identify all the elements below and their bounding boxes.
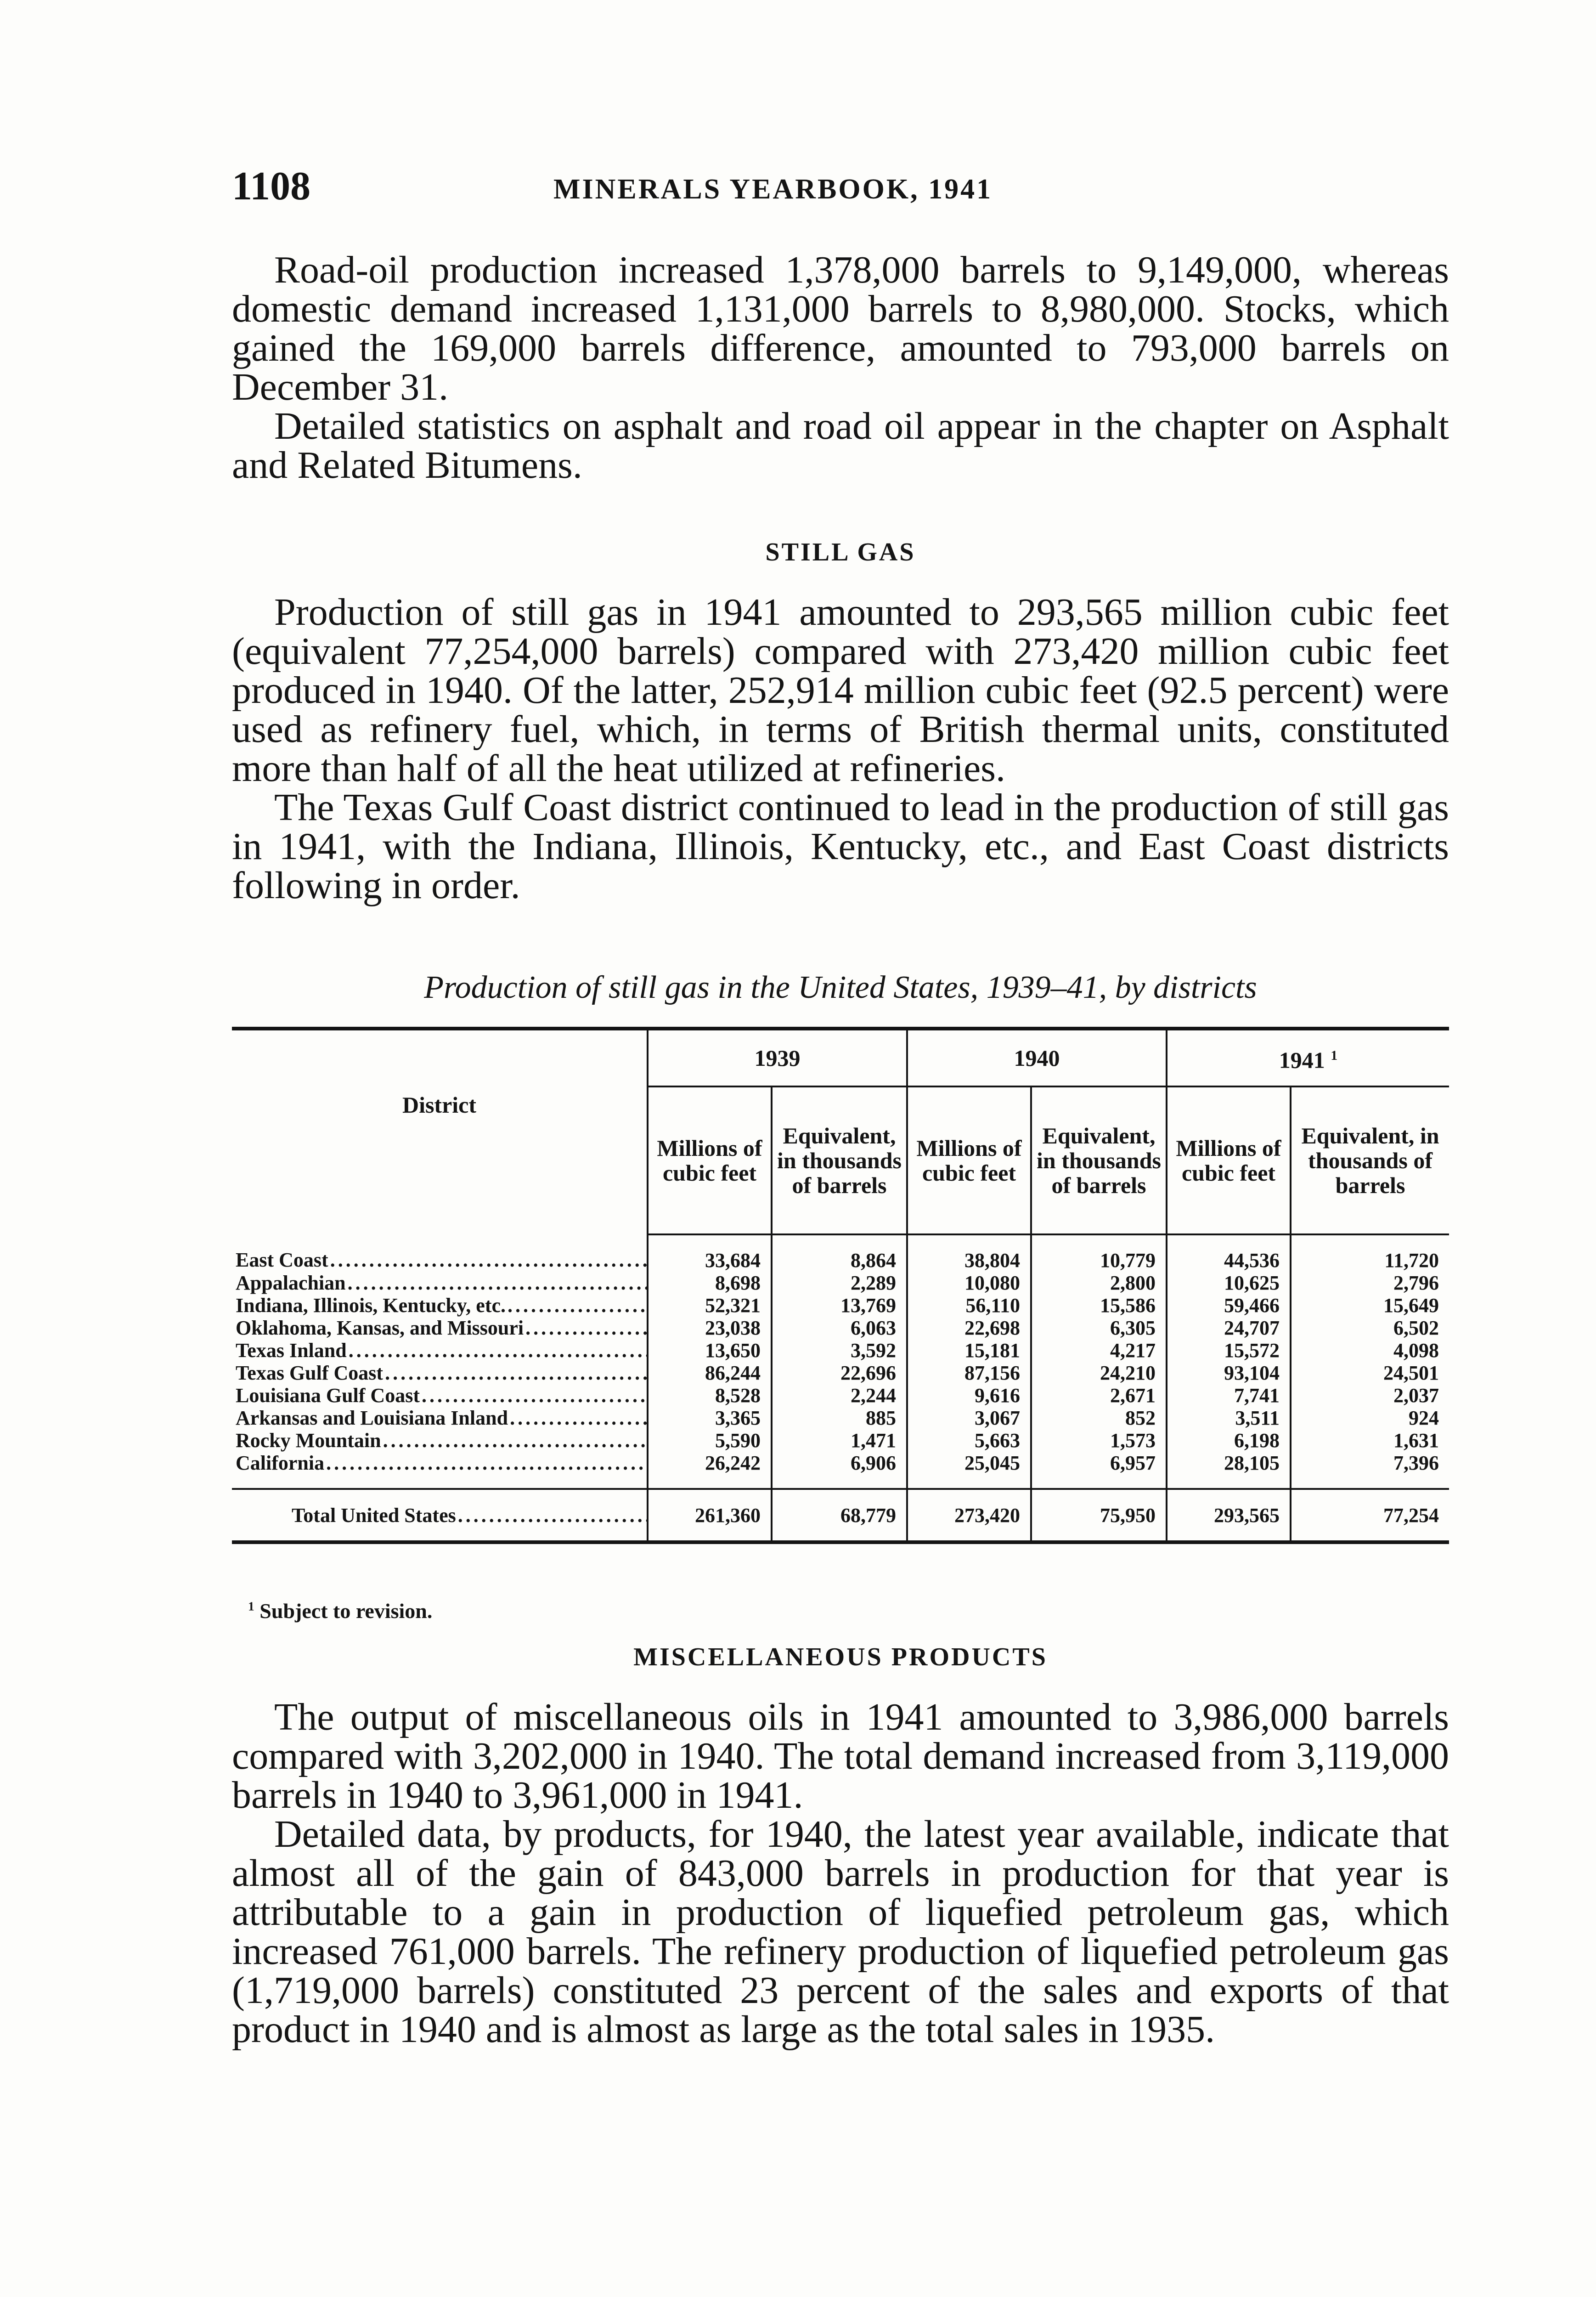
value-cell: 52,321 bbox=[648, 1294, 772, 1317]
value-cell: 9,616 bbox=[907, 1384, 1031, 1407]
total-value-cell: 77,254 bbox=[1291, 1489, 1449, 1542]
district-cell: Appalachian ..... bbox=[232, 1272, 648, 1294]
year-header: 1941 $^1$ bbox=[1167, 1029, 1449, 1086]
value-cell: 44,536 bbox=[1167, 1234, 1291, 1272]
table-footnote bbox=[248, 1599, 432, 1623]
district-cell: California ..... bbox=[232, 1452, 648, 1489]
total-value-cell: 75,950 bbox=[1031, 1489, 1167, 1542]
value-cell: 24,210 bbox=[1031, 1362, 1167, 1384]
data-table bbox=[232, 1027, 1449, 1544]
value-cell: 15,649 bbox=[1291, 1294, 1449, 1317]
value-cell: 3,592 bbox=[772, 1339, 907, 1362]
value-cell: 86,244 bbox=[648, 1362, 772, 1384]
value-cell: 10,080 bbox=[907, 1272, 1031, 1294]
value-cell: 10,779 bbox=[1031, 1234, 1167, 1272]
footnote-ref: 1 bbox=[1331, 1048, 1338, 1064]
value-cell: 33,684 bbox=[648, 1234, 772, 1272]
still-gas-heading-block bbox=[232, 537, 1449, 567]
paragraph: The output of miscellaneous oils in 1941 amounted to 3,986,000 barrels compared with 3,202,000 in 1940. The total demand increased from 3,119,000 barrels in 1940 to 3,961,000 in 1941. bbox=[232, 1696, 1449, 1816]
value-cell: 15,586 bbox=[1031, 1294, 1167, 1317]
district-cell: Louisiana Gulf Coast ..... bbox=[232, 1384, 648, 1407]
value-cell: 24,707 bbox=[1167, 1317, 1291, 1339]
table-row bbox=[232, 1407, 1449, 1429]
intro-section bbox=[232, 250, 1449, 485]
value-cell: 22,698 bbox=[907, 1317, 1031, 1339]
value-cell: 15,181 bbox=[907, 1339, 1031, 1362]
table-caption: Production of still gas in the United States, 1939–41, by districts bbox=[424, 970, 1257, 1005]
value-cell: 1,573 bbox=[1031, 1429, 1167, 1452]
value-cell: 3,067 bbox=[907, 1407, 1031, 1429]
table-row bbox=[232, 1384, 1449, 1407]
total-value-cell: 273,420 bbox=[907, 1489, 1031, 1542]
paragraph: Road-oil production increased 1,378,000 barrels to 9,149,000, whereas domestic demand increased 1,131,000 barrels to 8,980,000. Stocks, which gained the 169,000 barrels difference, amounted to 793,000 barrels on December 31. bbox=[232, 249, 1449, 408]
value-cell: 56,110 bbox=[907, 1294, 1031, 1317]
value-cell: 13,650 bbox=[648, 1339, 772, 1362]
value-cell: 5,590 bbox=[648, 1429, 772, 1452]
table-row bbox=[232, 1452, 1449, 1489]
value-cell: 2,796 bbox=[1291, 1272, 1449, 1294]
running-head bbox=[232, 163, 1449, 218]
value-cell: 38,804 bbox=[907, 1234, 1031, 1272]
table-row bbox=[232, 1272, 1449, 1294]
value-cell: 2,671 bbox=[1031, 1384, 1167, 1407]
value-cell: 8,864 bbox=[772, 1234, 907, 1272]
value-cell: 6,957 bbox=[1031, 1452, 1167, 1489]
still-gas-table bbox=[232, 1027, 1449, 1544]
value-cell: 3,365 bbox=[648, 1407, 772, 1429]
value-cell: 4,217 bbox=[1031, 1339, 1167, 1362]
table-caption-block bbox=[232, 969, 1449, 1006]
value-cell: 6,305 bbox=[1031, 1317, 1167, 1339]
total-value-cell: 293,565 bbox=[1167, 1489, 1291, 1542]
section-heading: STILL GAS bbox=[765, 538, 916, 566]
paragraph: Detailed statistics on asphalt and road oil appear in the chapter on Asphalt and Related Bitumens. bbox=[232, 405, 1449, 487]
page-number: 1108 bbox=[232, 164, 311, 209]
value-cell: 852 bbox=[1031, 1407, 1167, 1429]
value-cell: 24,501 bbox=[1291, 1362, 1449, 1384]
value-cell: 23,038 bbox=[648, 1317, 772, 1339]
value-cell: 10,625 bbox=[1167, 1272, 1291, 1294]
column-header-barrels: Equivalent, in thousands of barrels bbox=[1291, 1086, 1449, 1234]
value-cell: 1,631 bbox=[1291, 1429, 1449, 1452]
value-cell: 2,037 bbox=[1291, 1384, 1449, 1407]
column-header-cubic-feet: Millions of cubic feet bbox=[907, 1086, 1031, 1234]
paragraph: The Texas Gulf Coast district continued to lead in the production of still gas in 1941, with the Indiana, Illinois, Kentucky, etc., and East Coast districts following in order. bbox=[232, 786, 1449, 907]
district-cell: Indiana, Illinois, Kentucky, etc. ..... bbox=[232, 1294, 648, 1317]
value-cell: 28,105 bbox=[1167, 1452, 1291, 1489]
district-header: District bbox=[232, 1029, 648, 1234]
district-cell: Rocky Mountain ..... bbox=[232, 1429, 648, 1452]
value-cell: 885 bbox=[772, 1407, 907, 1429]
value-cell: 8,528 bbox=[648, 1384, 772, 1407]
value-cell: 6,198 bbox=[1167, 1429, 1291, 1452]
value-cell: 26,242 bbox=[648, 1452, 772, 1489]
value-cell: 6,906 bbox=[772, 1452, 907, 1489]
district-cell: Texas Gulf Coast ..... bbox=[232, 1362, 648, 1384]
value-cell: 15,572 bbox=[1167, 1339, 1291, 1362]
value-cell: 93,104 bbox=[1167, 1362, 1291, 1384]
misc-section bbox=[232, 1697, 1449, 2049]
value-cell: 6,502 bbox=[1291, 1317, 1449, 1339]
table-row bbox=[232, 1234, 1449, 1272]
value-cell: 4,098 bbox=[1291, 1339, 1449, 1362]
year-header: 1940 bbox=[907, 1029, 1167, 1086]
district-cell: Texas Inland ..... bbox=[232, 1339, 648, 1362]
table-row bbox=[232, 1362, 1449, 1384]
column-header-barrels: Equivalent, in thousands of barrels bbox=[772, 1086, 907, 1234]
footnote-mark: 1 bbox=[248, 1599, 254, 1613]
total-label: Total United States ..... bbox=[232, 1489, 648, 1542]
value-cell: 7,396 bbox=[1291, 1452, 1449, 1489]
value-cell: 2,244 bbox=[772, 1384, 907, 1407]
column-header-cubic-feet: Millions of cubic feet bbox=[648, 1086, 772, 1234]
district-cell: East Coast ..... bbox=[232, 1234, 648, 1272]
table-row bbox=[232, 1317, 1449, 1339]
district-cell: Oklahoma, Kansas, and Missouri ..... bbox=[232, 1317, 648, 1339]
year-header: 1939 bbox=[648, 1029, 907, 1086]
value-cell: 3,511 bbox=[1167, 1407, 1291, 1429]
value-cell: 25,045 bbox=[907, 1452, 1031, 1489]
value-cell: 5,663 bbox=[907, 1429, 1031, 1452]
column-header-barrels: Equivalent, in thousands of barrels bbox=[1031, 1086, 1167, 1234]
paragraph: Production of still gas in 1941 amounted to 293,565 million cubic feet (equivalent 77,254,000 barrels) compared with 273,420 million cubic feet produced in 1940. Of the latter, 252,914 million cubic feet (92.5 percent) were used as refinery fuel, which, in terms of British thermal units, constituted more than half of all the heat utilized at refineries. bbox=[232, 591, 1449, 790]
misc-heading-block bbox=[232, 1642, 1449, 1672]
value-cell: 1,471 bbox=[772, 1429, 907, 1452]
table-row bbox=[232, 1294, 1449, 1317]
footnote-text: Subject to revision. bbox=[259, 1599, 433, 1623]
district-cell: Arkansas and Louisiana Inland ..... bbox=[232, 1407, 648, 1429]
value-cell: 8,698 bbox=[648, 1272, 772, 1294]
total-value-cell: 261,360 bbox=[648, 1489, 772, 1542]
table-row bbox=[232, 1339, 1449, 1362]
total-value-cell: 68,779 bbox=[772, 1489, 907, 1542]
total-row bbox=[232, 1489, 1449, 1542]
value-cell: 7,741 bbox=[1167, 1384, 1291, 1407]
running-title: MINERALS YEARBOOK, 1941 bbox=[553, 174, 993, 205]
value-cell: 22,696 bbox=[772, 1362, 907, 1384]
value-cell: 6,063 bbox=[772, 1317, 907, 1339]
section-heading: MISCELLANEOUS PRODUCTS bbox=[633, 1643, 1048, 1671]
paragraph: Detailed data, by products, for 1940, the latest year available, indicate that almost all of the gain of 843,000 barrels in production for that year is attributable to a gain in production of liquefied petroleum gas, which increased 761,000 barrels. The refinery production of liquefied petroleum gas (1,719,000 barrels) constituted 23 percent of the sales and exports of that product in 1940 and is almost as large as the total sales in 1935. bbox=[232, 1813, 1449, 2051]
value-cell: 13,769 bbox=[772, 1294, 907, 1317]
value-cell: 2,289 bbox=[772, 1272, 907, 1294]
value-cell: 924 bbox=[1291, 1407, 1449, 1429]
value-cell: 87,156 bbox=[907, 1362, 1031, 1384]
still-gas-section bbox=[232, 593, 1449, 905]
table-row bbox=[232, 1429, 1449, 1452]
value-cell: 59,466 bbox=[1167, 1294, 1291, 1317]
value-cell: 2,800 bbox=[1031, 1272, 1167, 1294]
column-header-cubic-feet: Millions of cubic feet bbox=[1167, 1086, 1291, 1234]
value-cell: 11,720 bbox=[1291, 1234, 1449, 1272]
